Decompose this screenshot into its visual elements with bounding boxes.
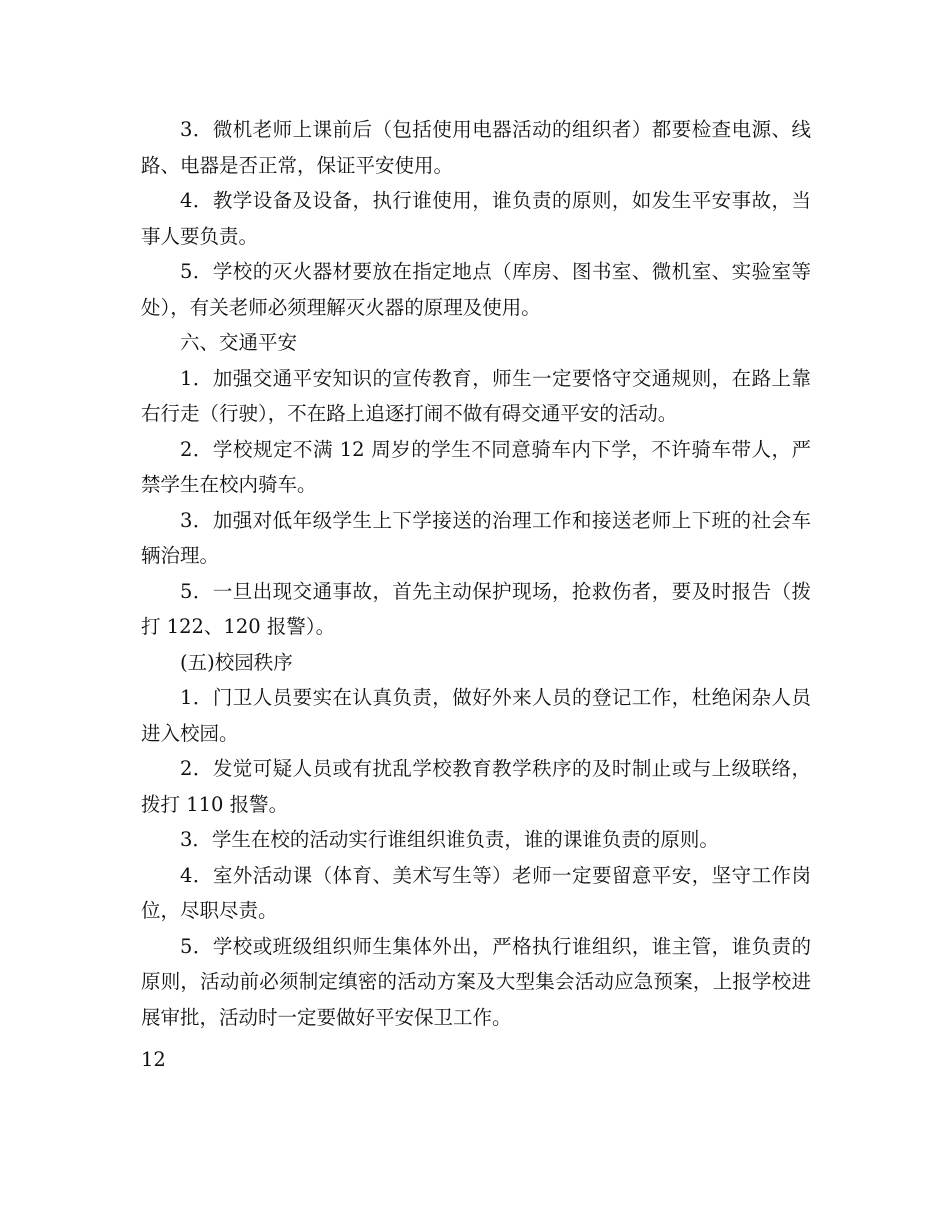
paragraph: 3．微机老师上课前后（包括使用电器活动的组织者）都要检查电源、线路、电器是否正常，保证平安使用。 <box>141 118 811 177</box>
paragraph: 1．门卫人员要实在认真负责，做好外来人员的登记工作，杜绝闲杂人员进入校园。 <box>141 686 811 745</box>
paragraph: 2．学校规定不满 12 周岁的学生不同意骑车内下学，不许骑车带人，严禁学生在校内骑车。 <box>141 437 811 496</box>
paragraph: 4．教学设备及设备，执行谁使用，谁负责的原则，如发生平安事故，当事人要负责。 <box>141 189 811 248</box>
document-body <box>141 112 811 1035</box>
paragraph: 1．加强交通平安知识的宣传教育，师生一定要恪守交通规则，在路上靠右行走（行驶），不在路上追逐打闹不做有碍交通平安的活动。 <box>141 366 811 425</box>
section-heading: (五)校园秩序 <box>180 650 293 674</box>
paragraph: 2．发觉可疑人员或有扰乱学校教育教学秩序的及时制止或与上级联络，拨打 110 报警。 <box>141 757 811 816</box>
paragraph: 4．室外活动课（体育、美术写生等）老师一定要留意平安，坚守工作岗位，尽职尽责。 <box>141 863 811 922</box>
page-number: 12 <box>141 1048 166 1071</box>
paragraph: 5．一旦出现交通事故，首先主动保护现场，抢救伤者，要及时报告（拨打 122、120 报警）。 <box>141 579 811 638</box>
paragraph: 3．加强对低年级学生上下学接送的治理工作和接送老师上下班的社会车辆治理。 <box>141 508 811 567</box>
paragraph: 5．学校的灭火器材要放在指定地点（库房、图书室、微机室、实验室等处），有关老师必须理解灭火器的原理及使用。 <box>141 260 811 319</box>
section-heading: 六、交通平安 <box>180 331 298 354</box>
paragraph: 3．学生在校的活动实行谁组织谁负责，谁的课谁负责的原则。 <box>180 828 719 851</box>
paragraph: 5．学校或班级组织师生集体外出，严格执行谁组织，谁主管，谁负责的原则，活动前必须制定缜密的活动方案及大型集会活动应急预案，上报学校进展审批，活动时一定要做好平安保卫工作。 <box>141 934 811 1029</box>
